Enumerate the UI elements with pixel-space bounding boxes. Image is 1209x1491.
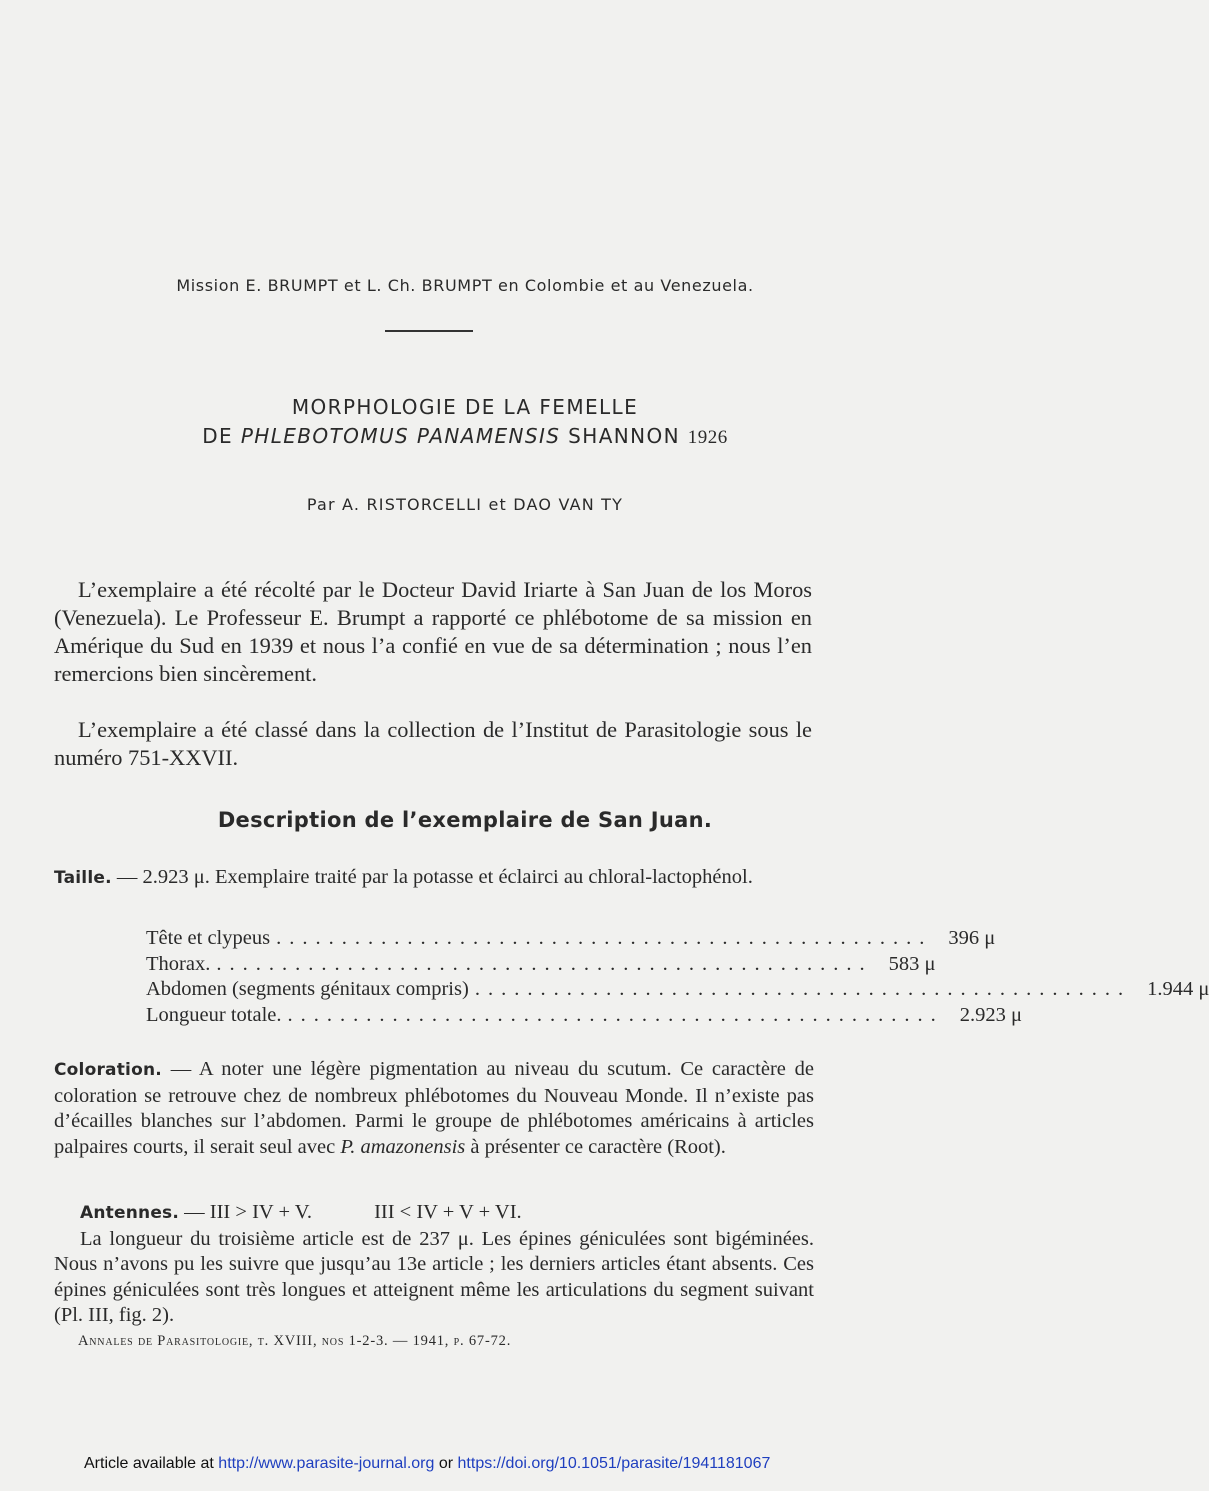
section-heading: Description de l’exemplaire de San Juan. — [217, 808, 713, 832]
coloration-species: P. amazonensis — [340, 1135, 466, 1158]
measurement-label: Abdomen (segments génitaux compris) — [146, 978, 469, 1000]
intro-paragraph-2: L’exemplaire a été classé dans la collection de l’Institut de Parasitologie sous le numéro 751-XXVII. — [54, 717, 812, 770]
leader-dots: .................................................. — [287, 1003, 944, 1026]
title-divider — [385, 330, 473, 332]
measurement-row — [146, 952, 936, 978]
article-title-line1: MORPHOLOGIE DE LA FEMELLE — [291, 395, 639, 419]
taille-text: — 2.923 μ. Exemplaire traité par la potasse et éclairci au chloral-lactophénol. — [111, 866, 753, 888]
antennes-text: La longueur du troisième article est de 237 μ. Les épines géniculées sont bigéminées. Nous n’avons pu les suivre que jusqu’au 13e article ; les derniers articles étant absents. Ces épines géniculées sont très longues et atteignent même les articulations du segment suivant (Pl. III, fig. 2). — [54, 1227, 814, 1326]
measurement-value: 2.923 μ — [959, 1003, 1022, 1026]
taille-label: Taille. — [54, 868, 112, 888]
measurement-value: 1.944 μ — [1147, 978, 1209, 1000]
footer-middle: or — [434, 1455, 458, 1472]
leader-dots: .................................................. — [276, 927, 933, 949]
antennes-formula-1: — III > IV + V. — [179, 1201, 313, 1223]
measurement-value: 396 μ — [948, 927, 996, 949]
measurement-row — [146, 977, 1209, 1003]
availability-footer — [84, 1455, 770, 1473]
leader-dots: .................................................. — [216, 952, 873, 975]
antennes-label: Antennes. — [80, 1203, 180, 1223]
footer-prefix: Article available at — [84, 1455, 219, 1472]
title-prefix: DE — [202, 424, 241, 448]
coloration-label: Coloration. — [54, 1060, 162, 1080]
doi-link[interactable]: https://doi.org/10.1051/parasite/1941181067 — [457, 1455, 771, 1472]
journal-citation: Annales de Parasitologie, t. XVIII, nos 1-2-3. — 1941, p. 67-72. — [78, 1333, 512, 1349]
measurement-label: Longueur totale. — [146, 1003, 282, 1026]
measurement-label: Thorax. — [146, 952, 211, 975]
measurement-row — [146, 926, 996, 952]
intro-paragraph-1: L’exemplaire a été récolté par le Docteur David Iriarte à San Juan de los Moros (Venezuela). Le Professeur E. Brumpt a rapporté ce phlébotome de sa mission en Amérique du Sud en 1939 et nous l’a confié en vue de sa détermination ; nous l’en remercions bien sincèrement. — [54, 577, 812, 686]
antennes-formula-line — [54, 1200, 814, 1227]
measurement-value: 583 μ — [888, 952, 936, 975]
leader-dots: .................................................. — [474, 978, 1132, 1000]
title-author: SHANNON — [560, 424, 688, 448]
title-year: 1926 — [687, 427, 728, 448]
measurement-label: Tête et clypeus — [146, 927, 271, 949]
coloration-paragraph — [54, 1057, 814, 1160]
journal-link[interactable]: http://www.parasite-journal.org — [218, 1455, 435, 1472]
mission-line: Mission E. BRUMPT et L. Ch. BRUMPT en Colombie et au Venezuela. — [176, 276, 754, 295]
antennes-formula-2: III < IV + V + VI. — [374, 1201, 522, 1223]
author-line: Par A. RISTORCELLI et DAO VAN TY — [306, 495, 624, 514]
measurement-table — [146, 926, 1209, 1028]
coloration-text: — A noter une légère pigmentation au niveau du scutum. Ce caractère de coloration se retrouve chez de nombreux phlébotomes du Nouveau Monde. Il n’existe pas d’écailles blanches sur l’abdomen. Parmi le groupe de phlébotomes américains à articles palpaires courts, il serait seul avec — [54, 1058, 814, 1158]
title-species: PHLEBOTOMUS PANAMENSIS — [240, 424, 561, 448]
measurement-row — [146, 1003, 1022, 1029]
article-title-line2 — [0, 424, 930, 449]
taille-paragraph — [54, 865, 814, 892]
antennes-paragraph — [54, 1200, 814, 1329]
coloration-text-end: à présenter ce caractère (Root). — [465, 1135, 726, 1158]
